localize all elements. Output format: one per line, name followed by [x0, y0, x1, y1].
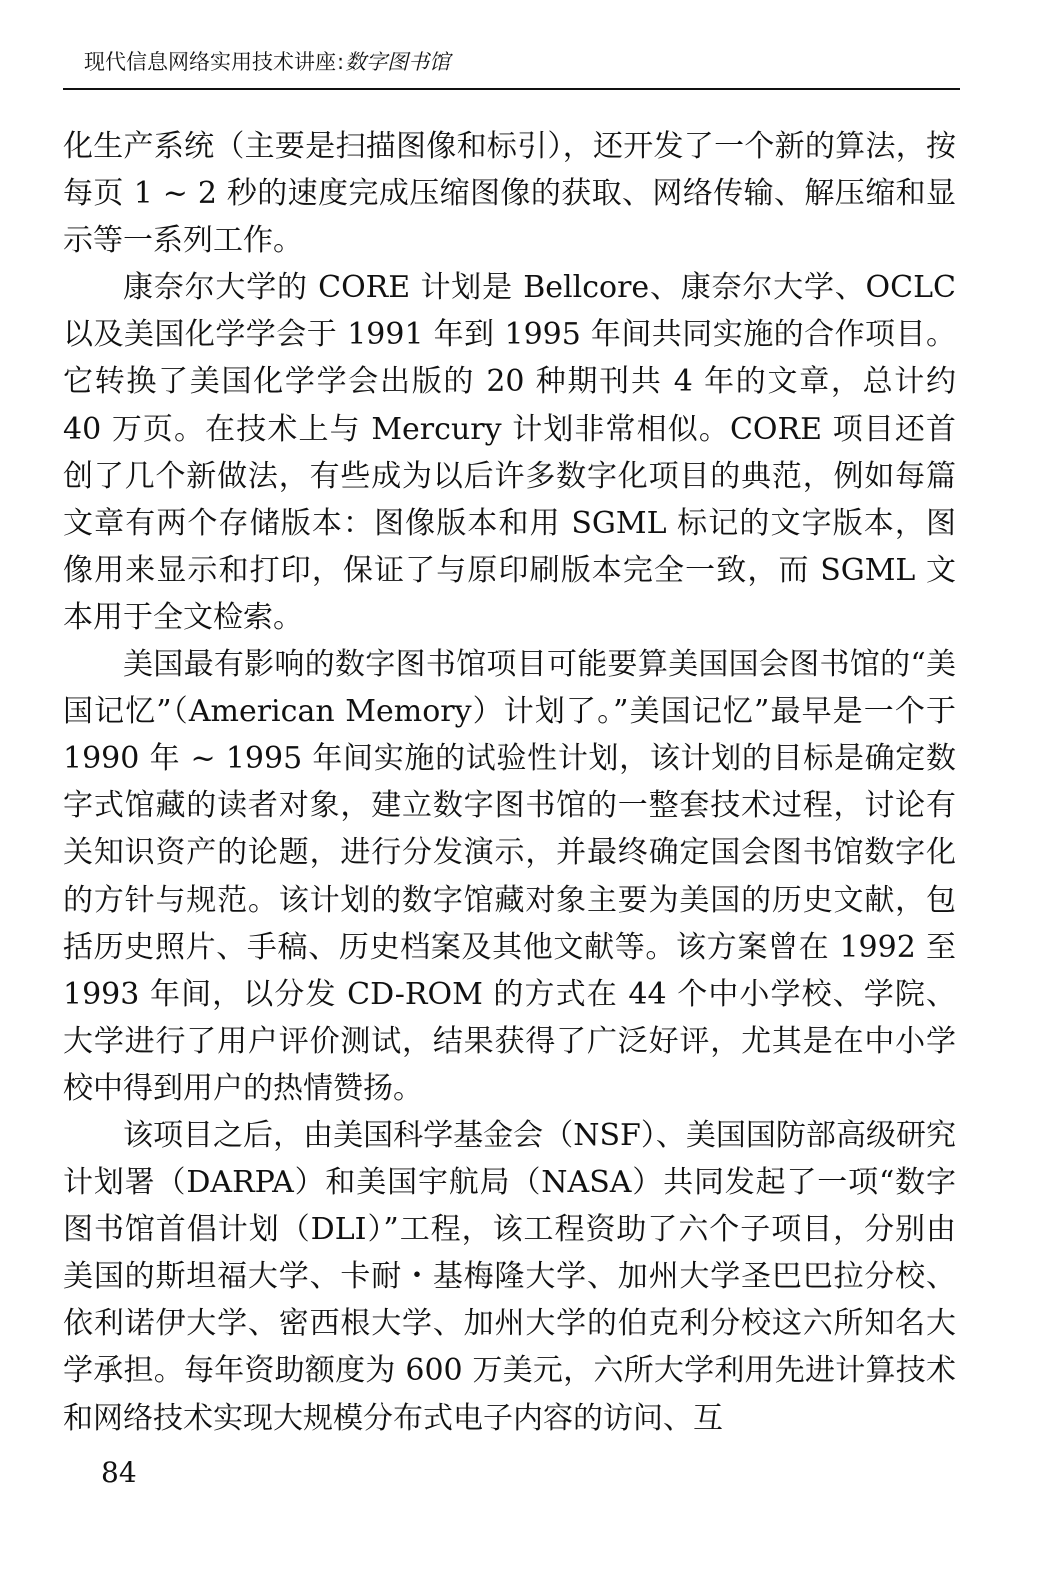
paragraph-american-memory: 美国最有影响的数字图书馆项目可能要算美国国会图书馆的“美国记忆”（American Memory）计划了。”美国记忆”最早是一个于 1990 年 ~ 1995 年间实施的试验性计划，该计划的目标是确定数字式馆藏的读者对象，建立数字图书馆的一整套技术过程，讨论有关知识资产的论题，进行分发演示，并最终确定国会图书馆数字化的方针与规范。该计划的数字馆藏对象主要为美国的历史文献，包括历史照片、手稿、历史档案及其他文献等。该方案曾在 1992 至 1993 年间，以分发 CD-ROM 的方式在 44 个中小学校、学院、大学进行了用户评价测试，结果获得了广泛好评，尤其是在中小学校中得到用户的热情赞扬。 — [63, 647, 956, 1106]
running-header — [84, 48, 450, 76]
paragraph-core-project: 康奈尔大学的 CORE 计划是 Bellcore、康奈尔大学、OCLC 以及美国化学学会于 1991 年到 1995 年间共同实施的合作项目。它转换了美国化学学会出版的 20 种期刊共 4 年的文章，总计约 40 万页。在技术上与 Mercury 计划非常相似。CORE 项目还首创了几个新做法，有些成为以后许多数字化项目的典范，例如每篇文章有两个存储版本：图像版本和用 SGML 标记的文字版本，图像用来显示和打印，保证了与原印刷版本完全一致，而 SGML 文本用于全文检索。 — [63, 270, 956, 635]
paragraph-continued: 化生产系统（主要是扫描图像和标引），还开发了一个新的算法，按每页 1 ~ 2 秒的速度完成压缩图像的获取、网络传输、解压缩和显示等一系列工作。 — [63, 129, 956, 259]
book-subtitle: 数字图书馆 — [345, 50, 451, 74]
header-separator: : — [337, 50, 345, 74]
paragraph-dli: 该项目之后，由美国科学基金会（NSF）、美国国防部高级研究计划署（DARPA）和美国宇航局（NASA）共同发起了一项“数字图书馆首倡计划（DLI）”工程，该工程资助了六个子项目，分别由美国的斯坦福大学、卡耐・基梅隆大学、加州大学圣巴巴拉分校、依利诺伊大学、密西根大学、加州大学的伯克利分校这六所知名大学承担。每年资助额度为 600 万美元，六所大学利用先进计算技术和网络技术实现大规模分布式电子内容的访问、互 — [63, 1117, 956, 1436]
header-rule — [63, 88, 960, 90]
page-number: 84 — [101, 1456, 137, 1489]
body-text — [63, 123, 956, 1442]
series-title: 现代信息网络实用技术讲座 — [84, 50, 336, 74]
